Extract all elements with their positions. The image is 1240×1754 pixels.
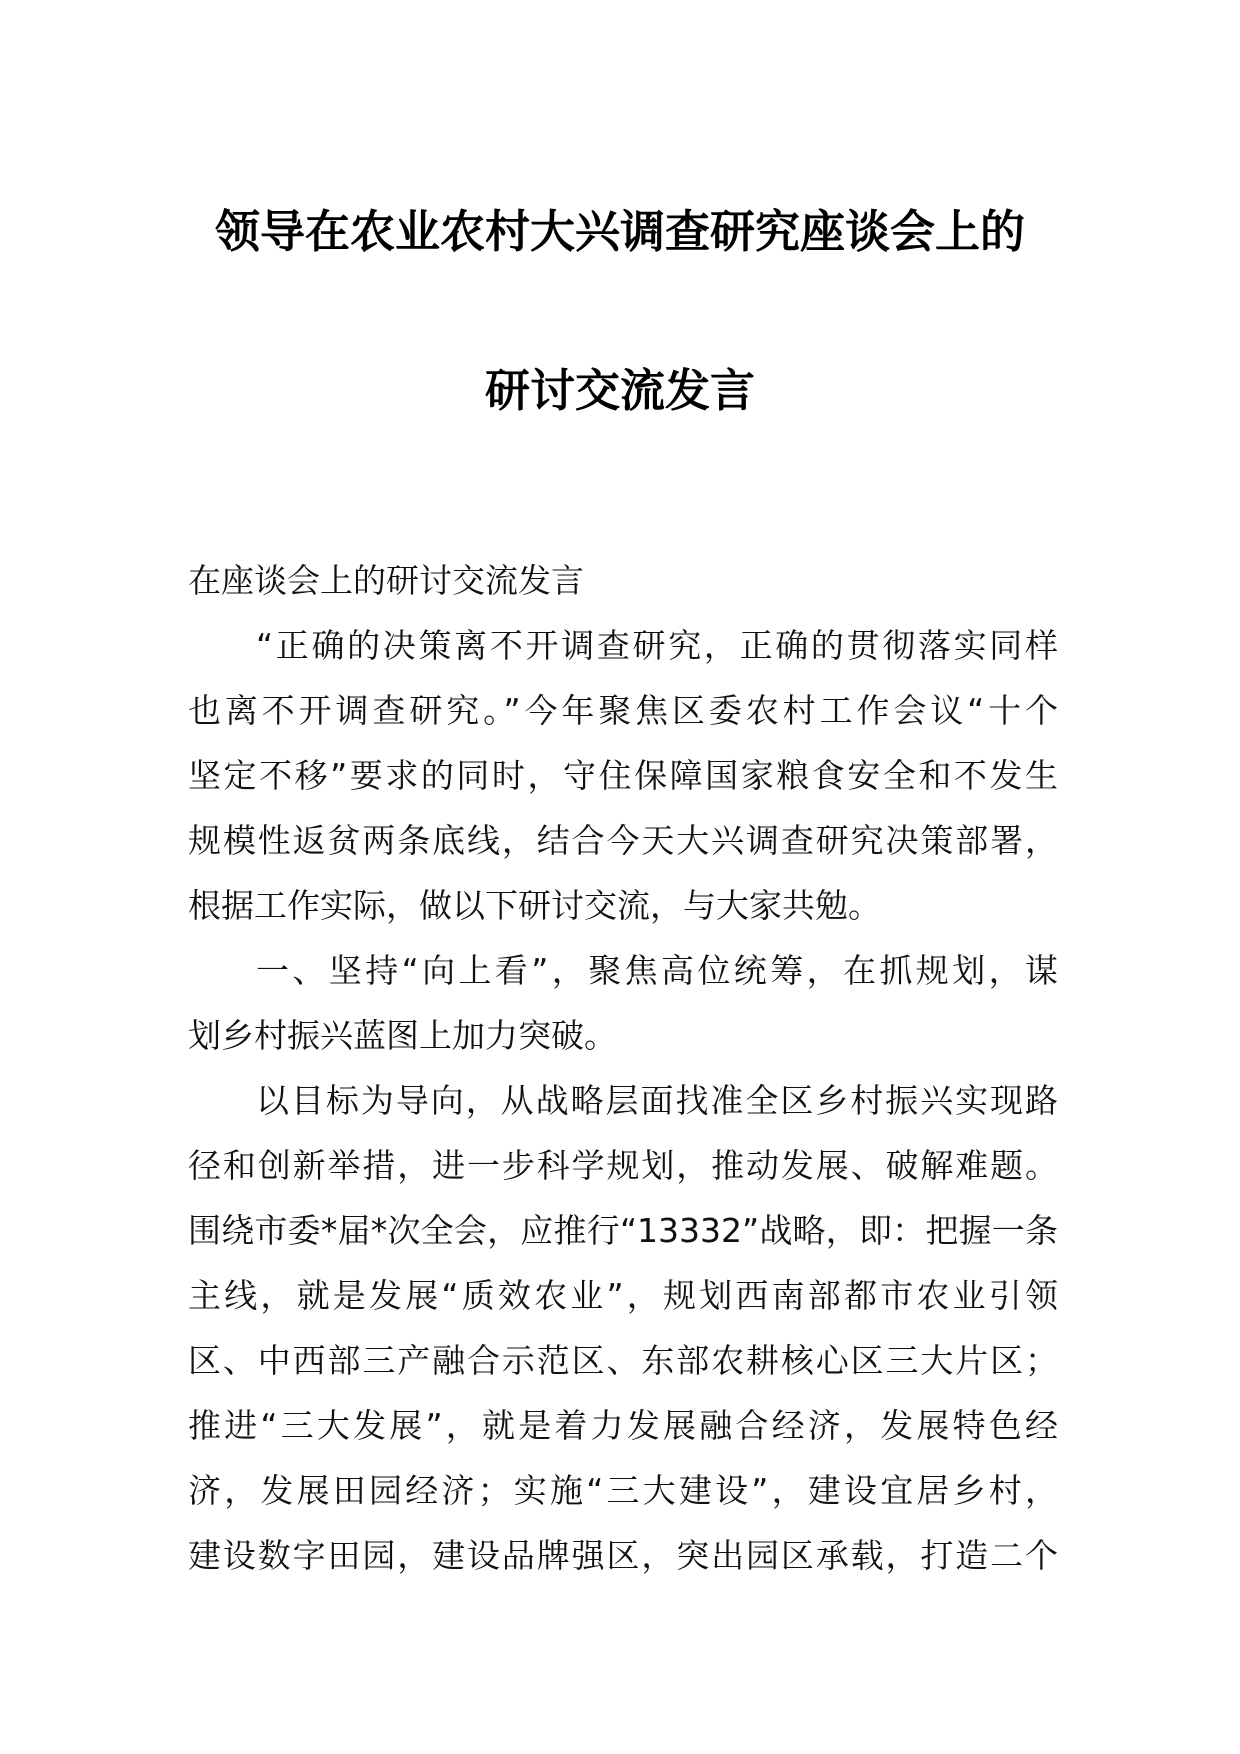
- body-line: 围绕市委*届*次全会，应推行“13332”战略，即：把握一条: [188, 1211, 1058, 1250]
- body-line: “正确的决策离不开调查研究，正确的贯彻落实同样: [256, 626, 1058, 665]
- body-line: 建设数字田园，建设品牌强区，突出园区承载，打造二个: [188, 1536, 1058, 1575]
- body-line: 济，发展田园经济；实施“三大建设”，建设宜居乡村，: [188, 1471, 1058, 1510]
- body-line: 也离不开调查研究。”今年聚焦区委农村工作会议“十个: [188, 691, 1058, 730]
- body-line: 以目标为导向，从战略层面找准全区乡村振兴实现路: [256, 1081, 1058, 1120]
- body-line: 主线，就是发展“质效农业”，规划西南部都市农业引领: [188, 1276, 1058, 1315]
- body-line: 在座谈会上的研讨交流发言: [188, 561, 584, 600]
- body-line: 规模性返贫两条底线，结合今天大兴调查研究决策部署，: [188, 821, 1058, 860]
- body-line: 推进“三大发展”，就是着力发展融合经济，发展特色经: [188, 1406, 1058, 1445]
- body-line: 根据工作实际，做以下研讨交流，与大家共勉。: [188, 886, 881, 925]
- document-title-line-2: 研讨交流发言: [484, 364, 755, 417]
- document-body: [188, 548, 1058, 1588]
- body-line: 坚定不移”要求的同时，守住保障国家粮食安全和不发生: [188, 756, 1058, 795]
- body-line: 划乡村振兴蓝图上加力突破。: [188, 1016, 617, 1055]
- body-line: 区、中西部三产融合示范区、东部农耕核心区三大片区；: [188, 1341, 1058, 1380]
- document-title-line-1: 领导在农业农村大兴调查研究座谈会上的: [214, 205, 1025, 258]
- body-line: 径和创新举措，进一步科学规划，推动发展、破解难题。: [188, 1146, 1058, 1185]
- body-line: 一、坚持“向上看”，聚焦高位统筹，在抓规划，谋: [256, 951, 1058, 990]
